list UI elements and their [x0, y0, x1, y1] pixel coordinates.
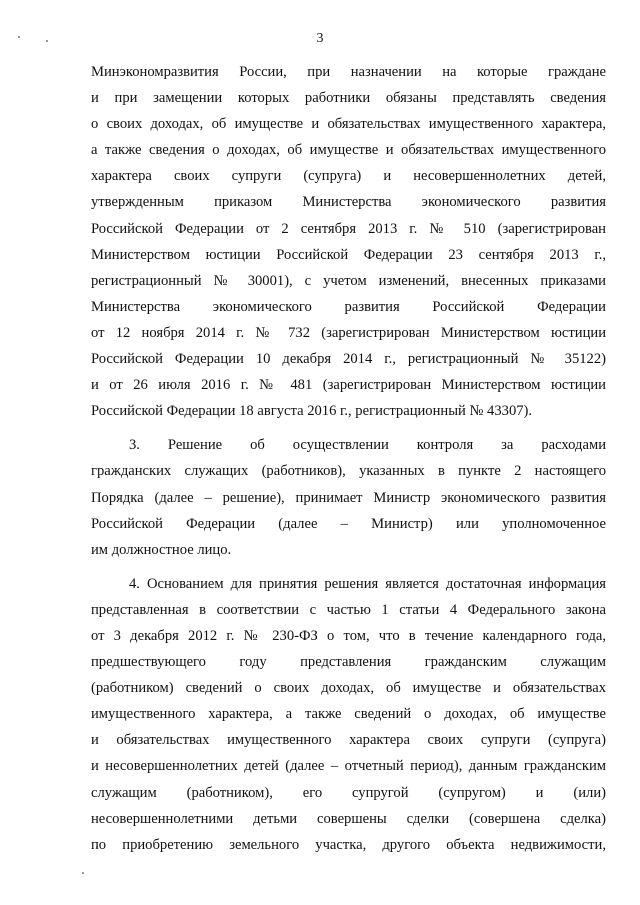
text-line: и несовершеннолетних детей (далее – отчетный период), данным гражданским: [91, 758, 606, 775]
scan-speck: [46, 40, 48, 42]
text-line: Российской Федерации от 2 сентября 2013 г. № 510 (зарегистрирован: [91, 220, 606, 237]
text-line: Министерством юстиции Российской Федерации 23 сентября 2013 г.,: [91, 246, 606, 263]
paragraph-gap: [91, 424, 606, 432]
text-line: утвержденным приказом Министерства экономического развития: [91, 194, 606, 211]
text-line: и обязательствах имущественного характера своих супруги (супруга): [91, 732, 606, 749]
text-line: представленная в соответствии с частью 1 статьи 4 Федерального закона: [91, 601, 606, 618]
paragraph-p-3: [91, 432, 606, 562]
text-line: Российской Федерации 18 августа 2016 г., регистрационный № 43307).: [91, 403, 533, 420]
text-line: по приобретению земельного участка, другого объекта недвижимости,: [91, 836, 606, 853]
text-line: 4. Основанием для принятия решения является достаточная информация: [129, 575, 606, 592]
paragraph-p-continuation: [91, 59, 606, 424]
text-line: характера своих супруги (супруга) и несовершеннолетних детей,: [91, 168, 606, 185]
text-line: несовершеннолетними детьми совершены сделки (совершена сделка): [91, 810, 606, 827]
text-line: гражданских служащих (работников), указанных в пункте 2 настоящего: [91, 463, 606, 480]
text-line: предшествующего году представления гражданским служащим: [91, 654, 606, 671]
text-line: а также сведения о доходах, об имуществе и обязательствах имущественного: [91, 142, 606, 159]
document-body: [91, 59, 606, 858]
text-line: о своих доходах, об имуществе и обязательствах имущественного характера,: [91, 116, 606, 133]
text-line: Российской Федерации 10 декабря 2014 г., регистрационный № 35122): [91, 351, 606, 368]
text-line: Порядка (далее – решение), принимает Министр экономического развития: [91, 489, 606, 506]
text-line: от 12 ноября 2014 г. № 732 (зарегистрирован Министерством юстиции: [91, 324, 606, 341]
scan-speck: [18, 36, 20, 38]
text-line: Министерства экономического развития Российской Федерации: [91, 298, 606, 315]
text-line: Российской Федерации (далее – Министр) или уполномоченное: [91, 515, 606, 532]
text-line: 3. Решение об осуществлении контроля за расходами: [129, 437, 606, 454]
text-line: Минэкономразвития России, при назначении на которые граждане: [91, 64, 606, 80]
text-line: им должностное лицо.: [91, 541, 232, 558]
text-line: и при замещении которых работники обязаны представлять сведения: [91, 90, 606, 107]
text-line: и от 26 июля 2016 г. № 481 (зарегистрирован Министерством юстиции: [91, 377, 606, 394]
text-line: регистрационный № 30001), с учетом изменений, внесенных приказами: [91, 272, 606, 289]
scan-speck: [82, 872, 84, 874]
text-line: служащим (работником), его супругой (супругом) и (или): [91, 784, 606, 801]
paragraph-gap: [91, 563, 606, 571]
paragraph-p-4: [91, 571, 606, 858]
page-number: 3: [316, 31, 324, 46]
text-line: имущественного характера, а также сведений о доходах, об имуществе: [91, 706, 606, 723]
text-line: от 3 декабря 2012 г. № 230-ФЗ о том, что в течение календарного года,: [91, 627, 606, 644]
text-line: (работником) сведений о своих доходах, об имуществе и обязательствах: [91, 680, 606, 697]
